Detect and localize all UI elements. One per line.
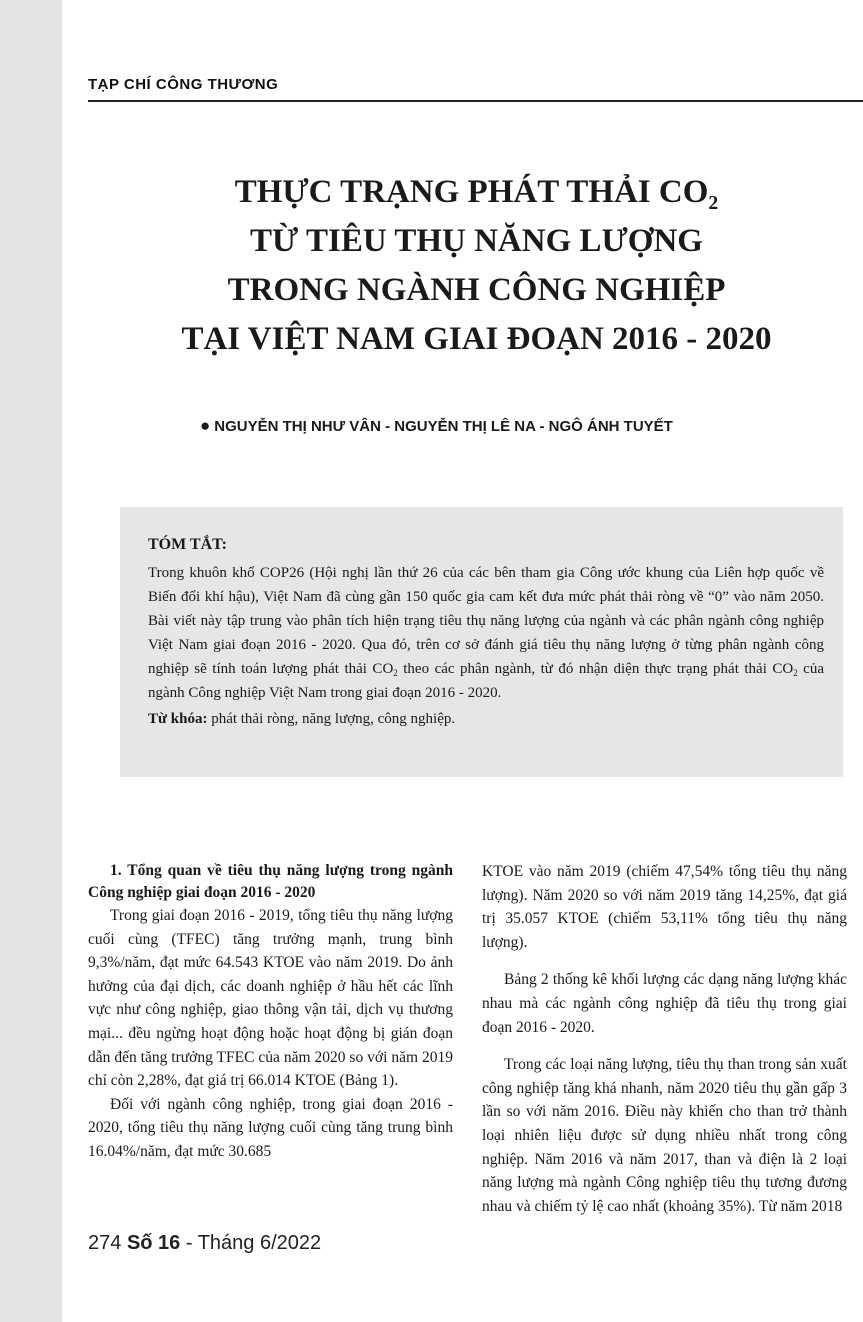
author-names: NGUYỄN THỊ NHƯ VÂN - NGUYỄN THỊ LÊ NA - NGÔ ÁNH TUYẾT <box>214 418 673 435</box>
abstract-text: Trong khuôn khổ COP26 (Hội nghị lần thứ 26 của các bên tham gia Công ước khung của Liên hợp quốc về Biến đổi khí hậu), Việt Nam đã cùng gần 150 quốc gia cam kết đưa mức phát thải ròng về “0” vào năm 2050. Bài viết này tập trung vào phân tích hiện trạng tiêu thụ năng lượng của ngành và các phân ngành công nghiệp Việt Nam giai đoạn 2016 - 2020. Qua đó, trên cơ sở đánh giá tiêu thụ năng lượng ở từng phân ngành công nghiệp sẽ tính toán lượng phát thải $CO_2$ theo các phân ngành, từ đó nhận diện thực trạng phát thải $CO_2$ của ngành Công nghiệp Việt Nam trong giai đoạn 2016 - 2020. <box>148 565 824 701</box>
article-title <box>90 168 863 364</box>
paragraph: Trong các loại năng lượng, tiêu thụ than trong sản xuất công nghiệp tăng khá nhanh, năm 2020 tiêu thụ gần gấp 3 lần so với năm 2016. Điều này khiến cho than trở thành loại nhiên liệu được sử dụng nhiều nhất trong công nghiệp. Năm 2016 và năm 2017, than và điện là 2 loại năng lượng mà ngành Công nghiệp tiêu thụ tương đương nhau và chiếm tỷ lệ cao nhất (khoảng 35%). Từ năm 2018 <box>482 1056 847 1215</box>
abstract-heading: TÓM TẮT: <box>148 536 227 553</box>
body-column-left <box>88 860 453 1164</box>
paragraph: Bảng 2 thống kê khối lượng các dạng năng lượng khác nhau mà các ngành công nghiệp đã tiêu thụ trong giai đoạn 2016 - 2020. <box>482 971 847 1036</box>
keywords-list: phát thải ròng, năng lượng, công nghiệp. <box>207 711 456 727</box>
header-rule <box>88 100 863 102</box>
page-number: 274 <box>88 1232 122 1254</box>
keywords <box>148 707 824 731</box>
bullet-icon: ● <box>200 416 211 435</box>
paragraph: KTOE vào năm 2019 (chiếm 47,54% tổng tiêu thụ năng lượng). Năm 2020 so với năm 2019 tăng 14,25%, đạt giá trị 35.057 KTOE (chiếm 53,11% tổng tiêu thụ năng lượng). <box>482 863 847 951</box>
author-line <box>200 416 673 436</box>
keywords-label: Từ khóa: <box>148 711 208 727</box>
abstract-box <box>120 507 843 777</box>
section-heading: 1. Tổng quan về tiêu thụ năng lượng trong ngành Công nghiệp giai đoạn 2016 - 2020 <box>88 862 453 901</box>
left-margin-strip <box>0 0 62 1322</box>
title-line-3: TRONG NGÀNH CÔNG NGHIỆP <box>227 272 726 308</box>
title-line-4: TẠI VIỆT NAM GIAI ĐOẠN 2016 - 2020 <box>181 321 772 357</box>
issue-number: Số 16 <box>126 1232 181 1254</box>
paragraph: Đối với ngành công nghiệp, trong giai đoạn 2016 - 2020, tổng tiêu thụ năng lượng cuối cùng tăng trung bình 16.04%/năm, đạt mức 30.685 <box>88 1095 453 1160</box>
title-line-1: THỰC TRẠNG PHÁT THẢI $CO_2$ <box>234 174 719 214</box>
issue-date: - Tháng 6/2022 <box>185 1232 322 1254</box>
paragraph: Trong giai đoạn 2016 - 2019, tổng tiêu thụ năng lượng cuối cùng (TFEC) tăng trưởng mạnh, trung bình 9,3%/năm, đạt mức 64.543 KTOE vào năm 2019. Do ảnh hưởng của đại dịch, các doanh nghiệp ở hầu hết các lĩnh vực như công nghiệp, giao thông vận tải, dịch vụ thương mại... đều ngừng hoạt động hoặc hoạt động bị gián đoạn dẫn đến tăng trưởng TFEC của năm 2020 so với năm 2019 chỉ còn 2,28%, đạt giá trị 66.014 KTOE (Bảng 1). <box>88 907 453 1090</box>
body-column-right <box>482 860 847 1218</box>
title-line-2: TỪ TIÊU THỤ NĂNG LƯỢNG <box>250 223 703 259</box>
page-footer <box>88 1232 321 1255</box>
journal-name: TẠP CHÍ CÔNG THƯƠNG <box>88 76 279 93</box>
